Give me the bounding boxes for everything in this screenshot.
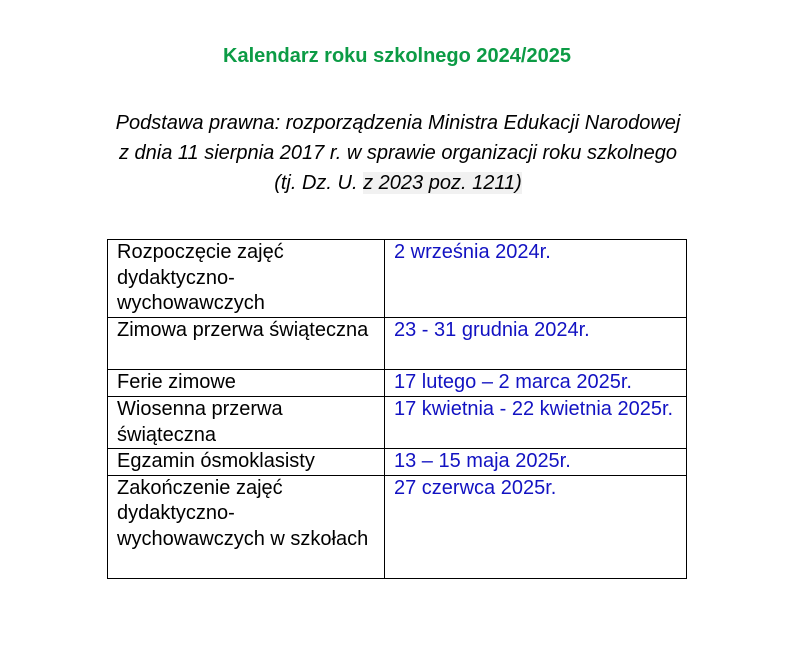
date-cell: 17 kwietnia - 22 kwietnia 2025r.	[385, 397, 687, 449]
date-cell: 13 – 15 maja 2025r.	[385, 449, 687, 476]
table-row	[108, 240, 687, 318]
date-cell: 2 września 2024r.	[385, 240, 687, 318]
table-row	[108, 475, 687, 578]
legal-basis-line-2: z dnia 11 sierpnia 2017 r. w sprawie organizacji roku szkolnego	[118, 142, 678, 164]
date-cell: 23 - 31 grudnia 2024r.	[385, 318, 687, 370]
legal-basis-citation-highlight: z 2023 poz. 1211)	[363, 172, 522, 194]
event-cell: Ferie zimowe	[108, 370, 385, 397]
table-row	[108, 449, 687, 476]
table-row	[108, 370, 687, 397]
school-year-calendar-table	[107, 239, 687, 579]
page-title: Kalendarz roku szkolnego 2024/2025	[223, 45, 571, 67]
date-cell: 27 czerwca 2025r.	[385, 475, 687, 578]
event-cell: Wiosenna przerwa świąteczna	[108, 397, 385, 449]
legal-basis-line-3	[0, 168, 796, 198]
legal-basis	[0, 108, 796, 198]
legal-basis-line-1: Podstawa prawna: rozporządzenia Ministra Edukacji Narodowej	[115, 112, 681, 134]
table-row	[108, 318, 687, 370]
legal-basis-citation: (tj. Dz. U.	[274, 172, 358, 194]
event-cell: Egzamin ósmoklasisty	[108, 449, 385, 476]
event-cell: Zakończenie zajęć dydaktyczno-wychowawczych w szkołach	[108, 475, 385, 578]
event-cell: Zimowa przerwa świąteczna	[108, 318, 385, 370]
event-cell: Rozpoczęcie zajęć dydaktyczno-wychowawczych	[108, 240, 385, 318]
table-row	[108, 397, 687, 449]
date-cell: 17 lutego – 2 marca 2025r.	[385, 370, 687, 397]
